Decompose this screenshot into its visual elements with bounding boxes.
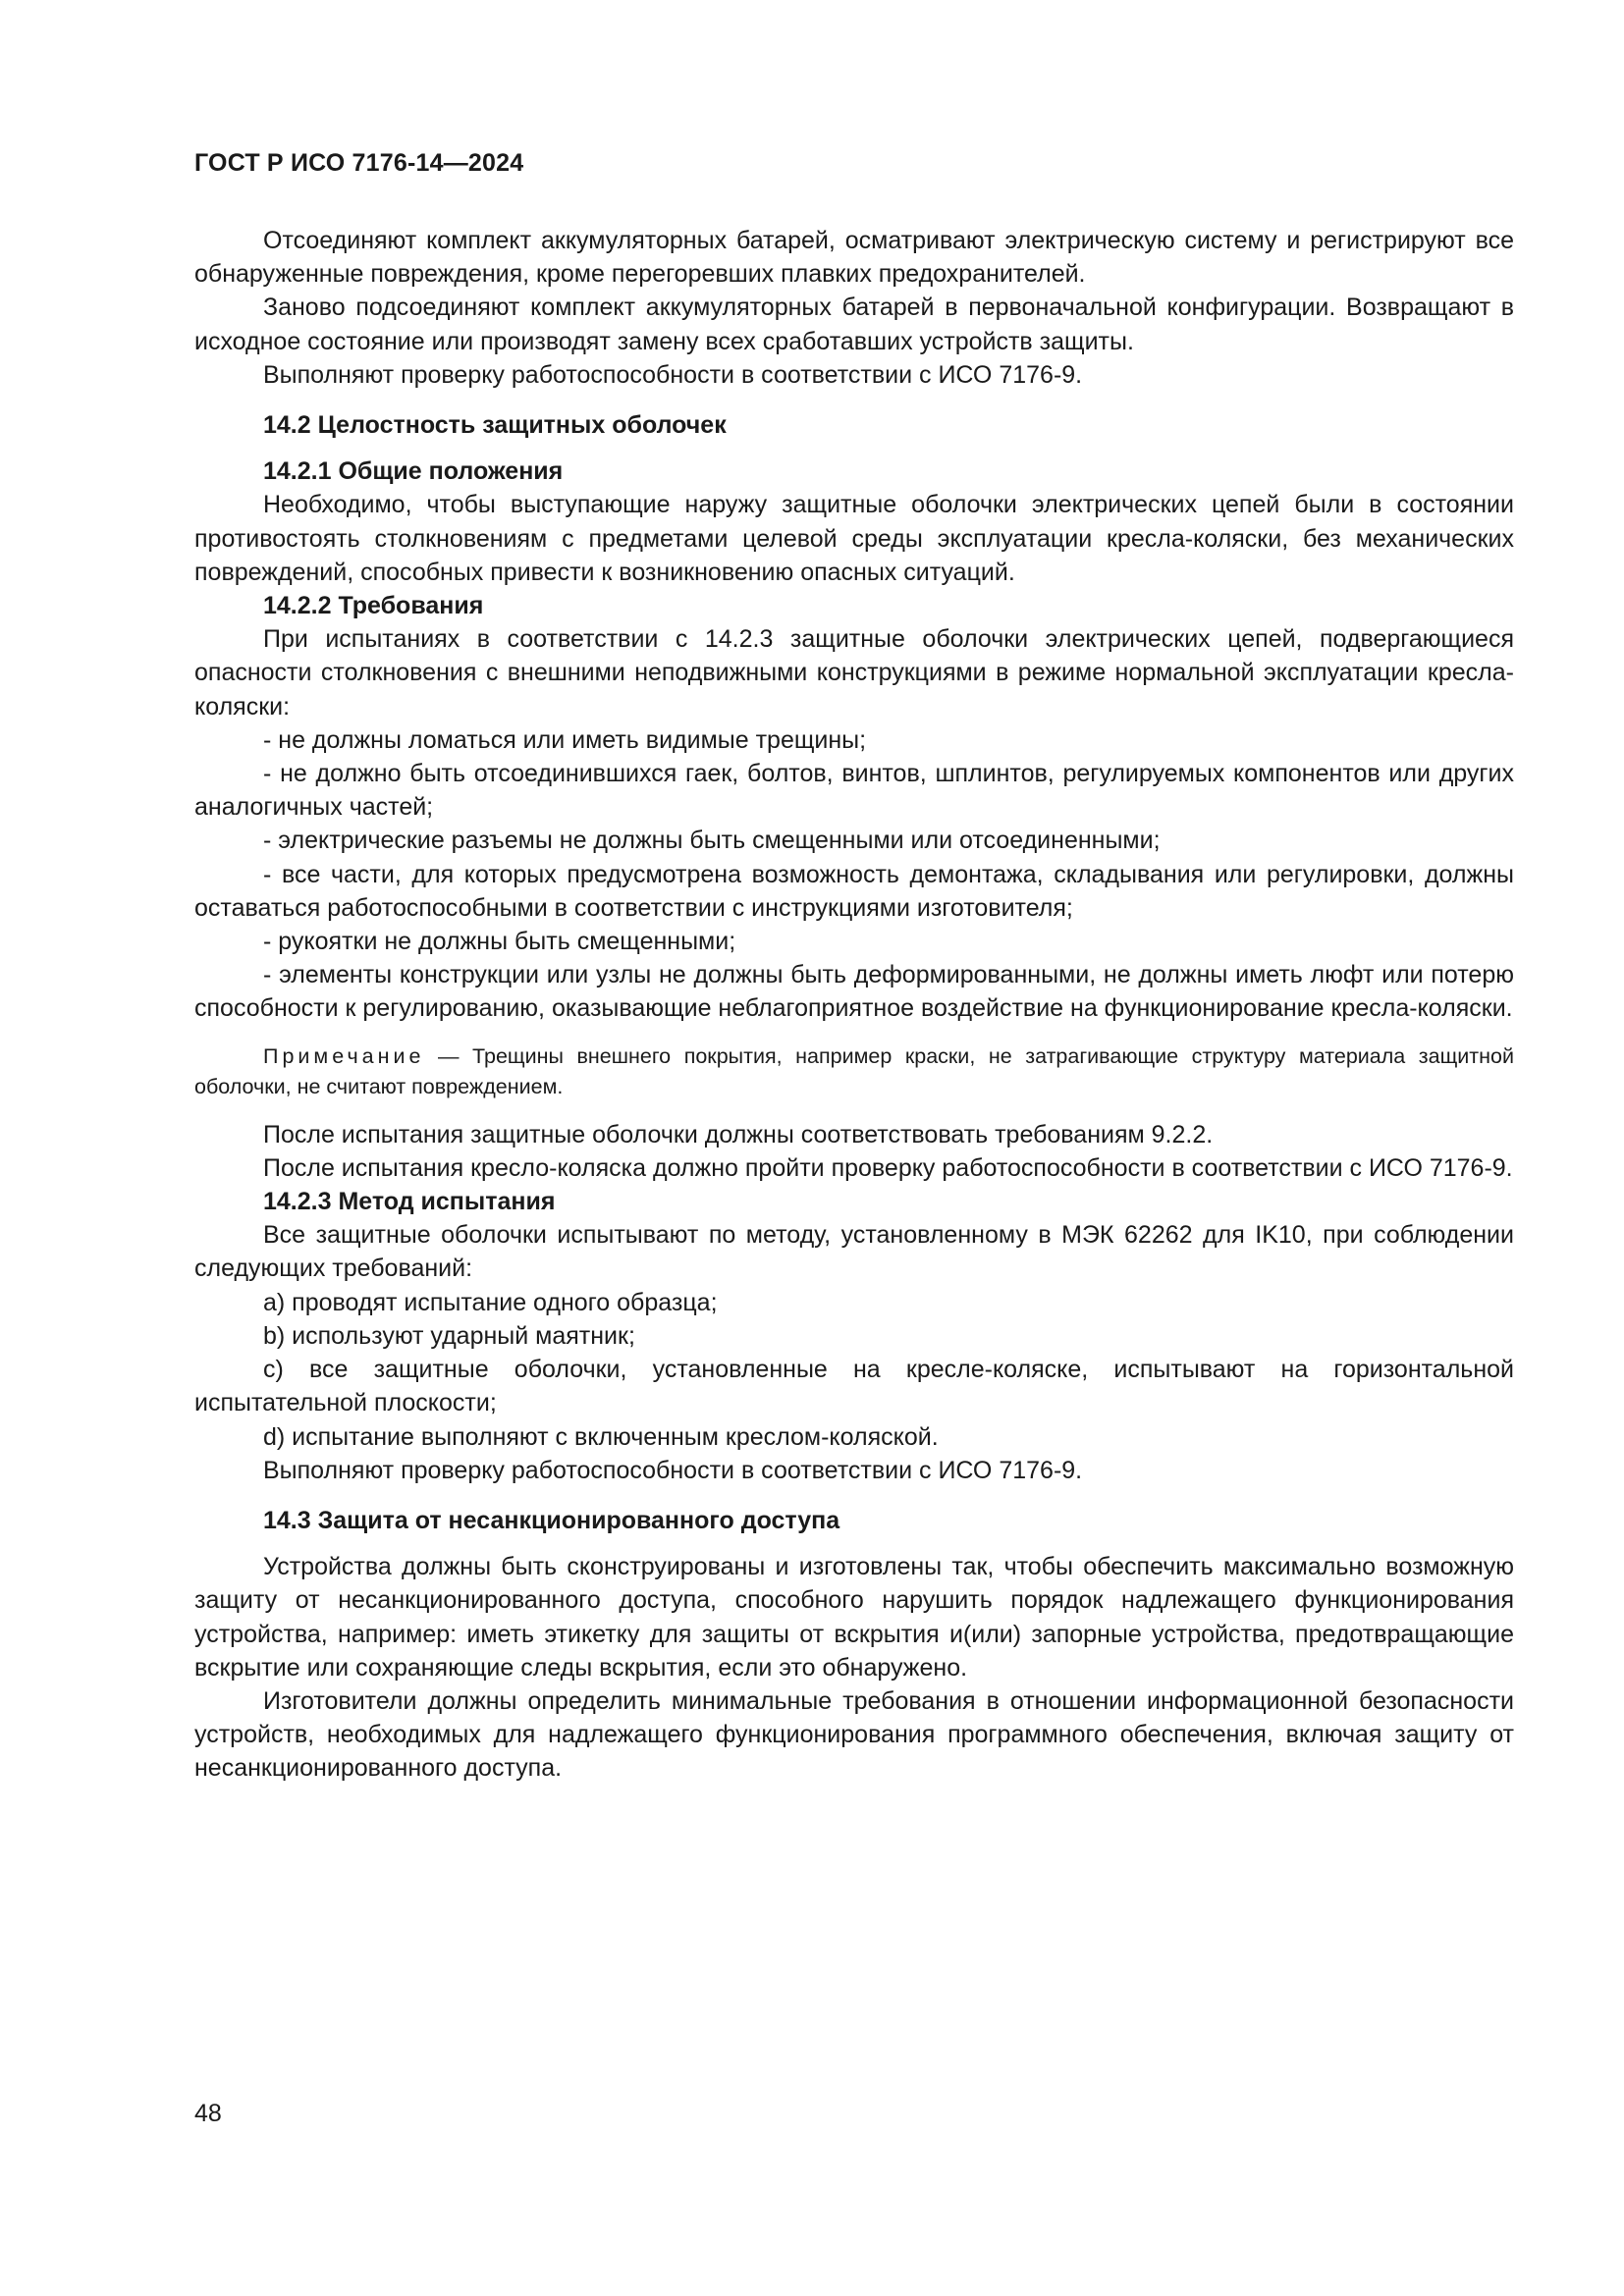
list-item: - не должны ломаться или иметь видимые трещины; [263, 725, 867, 754]
document-body [194, 224, 1514, 1786]
paragraph: Заново подсоединяют комплект аккумуляторных батарей в первоначальной конфигурации. Возвращают в исходное состояние или производят замену всех сработавших устройств защиты. [194, 294, 1514, 355]
paragraph: Устройства должны быть сконструированы и изготовлены так, чтобы обеспечить максимально возможную защиту от несанкционированного доступа, способного нарушить порядок надлежащего функционирования устройства, например: иметь этикетку для защиты от вскрытия и(или) запорные устройства, предотвращающие вскрытие или сохраняющие следы вскрытия, если это обнаружено. [194, 1553, 1514, 1682]
paragraph: После испытания защитные оболочки должны соответствовать требованиям 9.2.2. [263, 1120, 1214, 1148]
list-item: c) все защитные оболочки, установленные на кресле-коляске, испытывают на горизонтальной испытательной плоскости; [194, 1356, 1514, 1417]
section-heading-14-3: 14.3 Защита от несанкционированного доступа [263, 1506, 840, 1534]
list-item: - не должно быть отсоединившихся гаек, болтов, винтов, шплинтов, регулируемых компонентов или других аналогичных частей; [194, 760, 1514, 822]
paragraph: Необходимо, чтобы выступающие наружу защитные оболочки электрических цепей были в состоянии противостоять столкновениям с предметами целевой среды эксплуатации кресла-коляски, без механических повреждений, способных привести к возникновению опасных ситуаций. [194, 491, 1514, 586]
list-item: a) проводят испытание одного образца; [263, 1288, 718, 1316]
paragraph: Выполняют проверку работоспособности в соответствии с ИСО 7176-9. [263, 1456, 1083, 1484]
paragraph: Все защитные оболочки испытывают по методу, установленному в МЭК 62262 для IK10, при соблюдении следующих требований: [194, 1221, 1514, 1283]
note [194, 1041, 1514, 1102]
list-item: - элементы конструкции или узлы не должны быть деформированными, не должны иметь люфт или потерю способности к регулированию, оказывающие неблагоприятное воздействие на функционирование кресла-коляски. [194, 961, 1514, 1023]
list-item: - электрические разъемы не должны быть смещенными или отсоединенными; [263, 827, 1161, 855]
page-number: 48 [194, 2100, 222, 2127]
document-header: ГОСТ Р ИСО 7176-14—2024 [194, 149, 524, 177]
paragraph: Отсоединяют комплект аккумуляторных батарей, осматривают электрическую систему и регистрируют все обнаруженные повреждения, кроме перегоревших плавких предохранителей. [194, 227, 1514, 289]
note-text: — Трещины внешнего покрытия, например краски, не затрагивающие структуру материала защитной оболочки, не считают повреждением. [194, 1043, 1514, 1098]
list-item: b) используют ударный маятник; [263, 1321, 635, 1350]
section-heading-14-2-1: 14.2.1 Общие положения [263, 457, 564, 486]
list-item: d) испытание выполняют с включенным креслом-коляской. [263, 1422, 939, 1451]
section-heading-14-2-3: 14.2.3 Метод испытания [263, 1188, 556, 1216]
section-heading-14-2: 14.2 Целостность защитных оболочек [263, 411, 727, 440]
paragraph: Изготовители должны определить минимальные требования в отношении информационной безопасности устройств, необходимых для надлежащего функционирования программного обеспечения, включая защиту от несанкционированного доступа. [194, 1686, 1514, 1783]
note-label: Примечание [263, 1043, 425, 1068]
paragraph: Выполняют проверку работоспособности в соответствии с ИСО 7176-9. [263, 360, 1083, 389]
paragraph: При испытаниях в соответствии с 14.2.3 защитные оболочки электрических цепей, подвергающиеся опасности столкновения с внешними неподвижными конструкциями в режиме нормальной эксплуатации кресла-коляски: [194, 625, 1514, 721]
list-item: - рукоятки не должны быть смещенными; [263, 928, 736, 956]
paragraph: После испытания кресло-коляска должно пройти проверку работоспособности в соответствии с ИСО 7176-9. [263, 1153, 1513, 1182]
list-item: - все части, для которых предусмотрена возможность демонтажа, складывания или регулировки, должны оставаться работоспособными в соответствии с инструкциями изготовителя; [194, 860, 1514, 922]
section-heading-14-2-2: 14.2.2 Требования [263, 592, 484, 620]
